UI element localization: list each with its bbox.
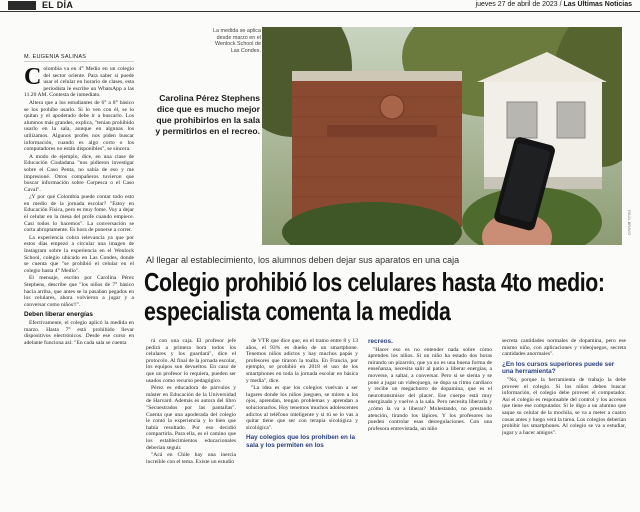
paragraph: rá con una caja. El profesor jefe pedirá a primera hora todos los celulares y los guardará", dice el protocolo. Al final de la jornada escolar, los equipos son devueltos. En caso de que un profesor lo requiera, pueden ser usados como recurso pedagógico. [146, 338, 236, 384]
photo-credit: RAÚL BRAVO [627, 210, 632, 236]
paragraph: Efectivamente, el colegio aplicó la medida en marzo. Hasta 7° está prohibido llevar dispositivos electrónicos. Desde ese curso en adelante funciona así: "En cada sala se cuenta [24, 319, 134, 346]
kicker: Al llegar al establecimiento, los alumnos deben dejar sus aparatos en una caja [146, 255, 460, 265]
section-marker [8, 1, 36, 10]
publication-name: Las Últimas Noticias [563, 1, 632, 8]
paragraph: secreta cantidades normales de dopamina, pero ese mismo niño, con aplicaciones y videojuegos, secreta cantidades anormales". [502, 338, 626, 358]
page-header [0, 0, 640, 12]
paragraph: La experiencia cobra relevancia ya que por estos días empezó a circular una imagen de Instagram sobre la experiencia en el Wenlock School, colegio ubicado en Las Condes, donde se cuenta que "se prohibió el celular en el colegio hasta 4° Medio". [24, 234, 134, 274]
article-column-2 [146, 338, 236, 512]
article-column-5 [502, 338, 626, 512]
subheading: Hay colegios que los prohíben en la sala y los permiten en los [246, 434, 356, 449]
pull-quote: Carolina Pérez Stephens dice que es mucho mejor que prohibirlos en la sala y permitirlos en el recreo. [155, 93, 260, 136]
issue-date-line [476, 1, 632, 8]
drop-cap: C [24, 66, 42, 90]
issue-date: jueves 27 de abril de 2023 [475, 1, 558, 8]
article-photo [262, 27, 622, 245]
photo-caption: La medida se aplica desde marzo en el Wenlock School de Las Condes. [213, 28, 261, 54]
paragraph: "La idea es que los colegios vuelvan a ser lugares donde los niños jueguen, se miren a los ojos, aprendan, tengan problemas y aprendan a solucionarlos. Hoy tenemos muchos adolescentes adictos al teléfono inteligente y si tú se lo vas a quitar tiene que ser con terapia sicológica y sicológica". [246, 385, 358, 431]
paragraph: de VTR que dice que, en el tramo entre 8 y 13 años, el 93% es dueño de un smartphone. Tenemos niños adictos y hay muchos papás y profesores que tiraron la toalla. En Francia, por ejemplo, se prohibió en 2018 el uso de los smartphones en toda la jornada escolar en básica y media", dice. [246, 338, 358, 384]
paragraph: ¿Y por qué Colombia puede contar todo esto en medio de la jornada escolar? "Estoy en Educación Física, pero es muy fome. Voy a dejar el celular en la mesa del profe cuando empiece. Casi todos lo hacemos". La conversación se corta abruptamente. Es hora de ponerse a correr. [24, 194, 134, 234]
paragraph: A modo de ejemplo, dice, en una clase de Educación Ciudadana "nos pidieron investigar sobre el Caso Penta, no sabía de eso y me impresioné. Otros compañeros tuvieron que buscar información sobre Corpesca o el Caso Caval". [24, 153, 134, 193]
paragraph: "Acá en Chile hay una inercia increíble con el tema. Existe un estudio [146, 452, 236, 465]
paragraph: "No, porque la herramienta de trabajo la debe proveer el colegio. Si los niños deben buscar información, el colegio debe proveer el computador. Así el colegio es responsable del control y los accesos que tiene ese computador. Si le digo a un alumno que saque su celular de la mochila, se va a meter a cuatro cosas antes y luego verá la tarea. Los colegios deberían prohibir los smartphones. Al colegio se va a estudiar, jugar y a hacer amigos". [502, 376, 626, 436]
paragraph: "Hacer eso es no entender nada sobre cómo aprenden los niños. Si un niño ha estado dos horas mirando un pizarrón, que ya no es una buena forma de enseñanza, necesita salir al patio a liberar energías, a moverse, a saltar, a conversar. Pero si se sienta y se pone a jugar un videojuego, se dopa su ritmo cardíaco y recibe un megachorro de dopamina, que es el neurotransmisor del placer. Ese cuerpo está muy energizado y vuelve a la sala. Pero necesita liberarla y ¿cómo la va a liberar? Molestando, no prestando atención, tirando los lápices. Y los profesores no pueden controlar esas desregulaciones. Con una profesora entrevistada, un niño [368, 346, 492, 432]
subheading: Deben liberar energías [24, 311, 93, 319]
article-column-4 [368, 338, 492, 512]
photo-illustration [262, 27, 622, 245]
byline: M. EUGENIA SALINAS [24, 54, 134, 62]
section-title: EL DÍA [42, 0, 74, 10]
subheading: ¿En los cursos superiores puede ser una herramienta? [502, 360, 615, 376]
paragraph: olombia va en 4° Medio en un colegio del sector oriente. Para saber si puede usar el celular en horario de clases, esta periodista le escribe un WhatsApp a las 11.20 AM. Contesta de inmediato. [24, 66, 134, 99]
paragraph: Pérez es educadora de párvulos y máster en Educación de la Universidad de Harvard. Además es autora del libro "Secuestrados por las pantallas". Cuenta que una apoderada del colegio le contó la experiencia y lo bien que había resultado. Por eso decidió compartirla. Para ella, es el camino que los establecimientos educacionales deberían seguir. [146, 385, 236, 451]
article-column-1 [24, 66, 134, 512]
headline: Colegio prohibió los celulares hasta 4to medio: especialista comenta la medida [144, 267, 605, 326]
article-column-3 [246, 338, 358, 512]
paragraph: Altera que a los estudiantes de 6° a 8° básico se los prohíbe usarlo. Si lo ven con él, se lo quitan y el apoderado debe ir a buscarlo. Los alumnos más grandes, explica, "tenían prohibido usarlo en la sala, aunque en algunas los utilizamos. Algunos profes nos piden buscar información, cuando es algo corto o los computadores no están disponibles", se sincera. [24, 99, 134, 153]
date-separator: / [557, 1, 564, 8]
subheading-continued: recreos. [368, 338, 393, 345]
paragraph: El mensaje, escrito por Carolina Pérez Stephens, describe que "los niños de 7° básico hacia arriba, que antes se la pasaban pegados en los celulares, ahora volvieron a jugar y a conversar como niños!!". [24, 275, 134, 308]
